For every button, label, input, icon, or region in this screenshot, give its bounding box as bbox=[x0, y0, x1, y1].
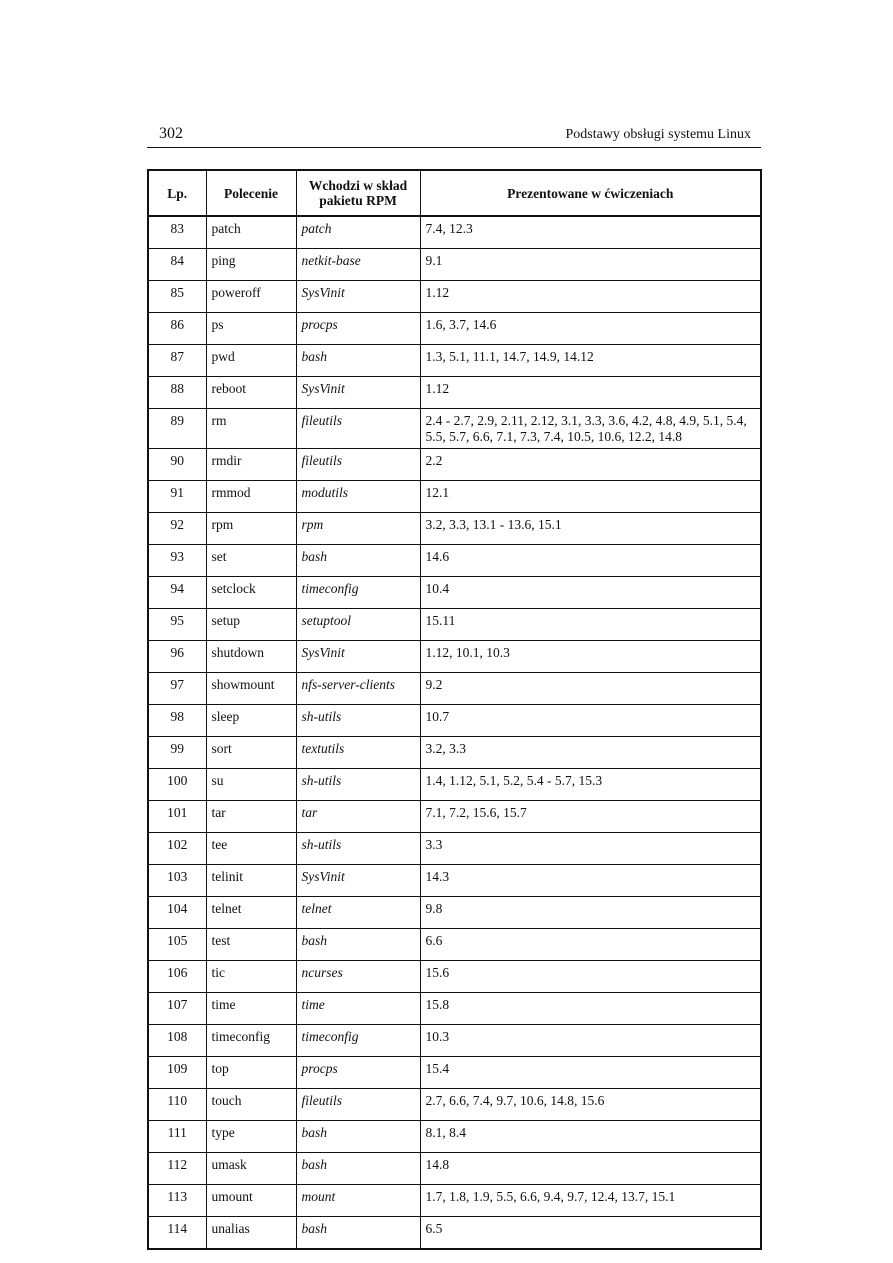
cell-exercises: 1.12, 10.1, 10.3 bbox=[420, 641, 761, 673]
cell-lp: 89 bbox=[148, 409, 206, 449]
cell-exercises: 10.4 bbox=[420, 577, 761, 609]
running-title: Podstawy obsługi systemu Linux bbox=[565, 127, 751, 142]
page-number: 302 bbox=[159, 125, 183, 142]
cell-lp: 110 bbox=[148, 1089, 206, 1121]
cell-lp: 109 bbox=[148, 1057, 206, 1089]
cell-package: ncurses bbox=[296, 961, 420, 993]
cell-package: timeconfig bbox=[296, 1025, 420, 1057]
cell-command: su bbox=[206, 769, 296, 801]
table-row bbox=[148, 409, 761, 449]
cell-package: tar bbox=[296, 801, 420, 833]
cell-lp: 85 bbox=[148, 281, 206, 313]
cell-lp: 83 bbox=[148, 216, 206, 249]
cell-exercises: 6.6 bbox=[420, 929, 761, 961]
table-row bbox=[148, 377, 761, 409]
table-row bbox=[148, 1089, 761, 1121]
cell-lp: 98 bbox=[148, 705, 206, 737]
table-row bbox=[148, 481, 761, 513]
cell-package: sh-utils bbox=[296, 769, 420, 801]
cell-lp: 96 bbox=[148, 641, 206, 673]
cell-command: test bbox=[206, 929, 296, 961]
cell-command: ping bbox=[206, 249, 296, 281]
cell-exercises: 15.4 bbox=[420, 1057, 761, 1089]
cell-lp: 105 bbox=[148, 929, 206, 961]
table-body bbox=[148, 216, 761, 1249]
cell-command: umount bbox=[206, 1185, 296, 1217]
cell-command: rpm bbox=[206, 513, 296, 545]
table-row bbox=[148, 673, 761, 705]
cell-command: pwd bbox=[206, 345, 296, 377]
cell-command: rm bbox=[206, 409, 296, 449]
cell-command: umask bbox=[206, 1153, 296, 1185]
cell-command: tar bbox=[206, 801, 296, 833]
table-row bbox=[148, 313, 761, 345]
cell-package: bash bbox=[296, 1153, 420, 1185]
cell-command: telnet bbox=[206, 897, 296, 929]
cell-package: mount bbox=[296, 1185, 420, 1217]
cell-lp: 86 bbox=[148, 313, 206, 345]
cell-exercises: 12.1 bbox=[420, 481, 761, 513]
cell-command: type bbox=[206, 1121, 296, 1153]
cell-command: tee bbox=[206, 833, 296, 865]
table-row bbox=[148, 513, 761, 545]
cell-command: showmount bbox=[206, 673, 296, 705]
cell-exercises: 1.12 bbox=[420, 377, 761, 409]
table-row bbox=[148, 961, 761, 993]
cell-command: rmmod bbox=[206, 481, 296, 513]
cell-command: rmdir bbox=[206, 449, 296, 481]
table-row bbox=[148, 865, 761, 897]
cell-command: time bbox=[206, 993, 296, 1025]
cell-lp: 108 bbox=[148, 1025, 206, 1057]
table-row bbox=[148, 1185, 761, 1217]
column-header-exercises: Prezentowane w ćwiczeniach bbox=[420, 170, 761, 216]
table-row bbox=[148, 1217, 761, 1250]
column-header-package: Wchodzi w skład pakietu RPM bbox=[296, 170, 420, 216]
table-row bbox=[148, 1153, 761, 1185]
cell-exercises: 10.3 bbox=[420, 1025, 761, 1057]
cell-exercises: 2.7, 6.6, 7.4, 9.7, 10.6, 14.8, 15.6 bbox=[420, 1089, 761, 1121]
cell-command: shutdown bbox=[206, 641, 296, 673]
table-row bbox=[148, 833, 761, 865]
cell-package: SysVinit bbox=[296, 865, 420, 897]
cell-package: SysVinit bbox=[296, 377, 420, 409]
cell-command: unalias bbox=[206, 1217, 296, 1250]
cell-lp: 112 bbox=[148, 1153, 206, 1185]
cell-lp: 95 bbox=[148, 609, 206, 641]
cell-lp: 113 bbox=[148, 1185, 206, 1217]
cell-lp: 107 bbox=[148, 993, 206, 1025]
cell-exercises: 15.8 bbox=[420, 993, 761, 1025]
table-row bbox=[148, 1057, 761, 1089]
cell-package: bash bbox=[296, 345, 420, 377]
cell-exercises: 15.11 bbox=[420, 609, 761, 641]
cell-exercises: 3.2, 3.3, 13.1 - 13.6, 15.1 bbox=[420, 513, 761, 545]
cell-package: SysVinit bbox=[296, 281, 420, 313]
cell-exercises: 7.4, 12.3 bbox=[420, 216, 761, 249]
cell-lp: 106 bbox=[148, 961, 206, 993]
header-rule bbox=[147, 147, 761, 148]
cell-package: fileutils bbox=[296, 1089, 420, 1121]
cell-exercises: 14.8 bbox=[420, 1153, 761, 1185]
cell-lp: 92 bbox=[148, 513, 206, 545]
cell-package: rpm bbox=[296, 513, 420, 545]
cell-package: patch bbox=[296, 216, 420, 249]
cell-command: top bbox=[206, 1057, 296, 1089]
cell-package: nfs-server-clients bbox=[296, 673, 420, 705]
cell-exercises: 9.2 bbox=[420, 673, 761, 705]
table-row bbox=[148, 1025, 761, 1057]
cell-package: fileutils bbox=[296, 449, 420, 481]
table-row bbox=[148, 249, 761, 281]
cell-package: procps bbox=[296, 313, 420, 345]
cell-lp: 88 bbox=[148, 377, 206, 409]
cell-exercises: 1.6, 3.7, 14.6 bbox=[420, 313, 761, 345]
cell-lp: 97 bbox=[148, 673, 206, 705]
table-row bbox=[148, 577, 761, 609]
cell-package: bash bbox=[296, 1121, 420, 1153]
table-header-row bbox=[148, 170, 761, 216]
cell-package: sh-utils bbox=[296, 705, 420, 737]
cell-package: time bbox=[296, 993, 420, 1025]
cell-package: fileutils bbox=[296, 409, 420, 449]
cell-lp: 84 bbox=[148, 249, 206, 281]
cell-exercises: 1.3, 5.1, 11.1, 14.7, 14.9, 14.12 bbox=[420, 345, 761, 377]
cell-command: setclock bbox=[206, 577, 296, 609]
cell-lp: 100 bbox=[148, 769, 206, 801]
cell-package: timeconfig bbox=[296, 577, 420, 609]
table-row bbox=[148, 1121, 761, 1153]
cell-exercises: 2.2 bbox=[420, 449, 761, 481]
table-row bbox=[148, 641, 761, 673]
cell-exercises: 10.7 bbox=[420, 705, 761, 737]
cell-lp: 94 bbox=[148, 577, 206, 609]
page-header bbox=[147, 125, 761, 147]
cell-lp: 99 bbox=[148, 737, 206, 769]
cell-command: tic bbox=[206, 961, 296, 993]
table-row bbox=[148, 993, 761, 1025]
cell-package: SysVinit bbox=[296, 641, 420, 673]
cell-lp: 101 bbox=[148, 801, 206, 833]
cell-exercises: 14.3 bbox=[420, 865, 761, 897]
cell-lp: 93 bbox=[148, 545, 206, 577]
cell-command: telinit bbox=[206, 865, 296, 897]
cell-command: sleep bbox=[206, 705, 296, 737]
cell-package: textutils bbox=[296, 737, 420, 769]
cell-command: timeconfig bbox=[206, 1025, 296, 1057]
cell-exercises: 6.5 bbox=[420, 1217, 761, 1250]
cell-command: poweroff bbox=[206, 281, 296, 313]
cell-lp: 104 bbox=[148, 897, 206, 929]
commands-table bbox=[147, 169, 762, 1250]
cell-lp: 111 bbox=[148, 1121, 206, 1153]
cell-command: touch bbox=[206, 1089, 296, 1121]
table-row bbox=[148, 345, 761, 377]
table-row bbox=[148, 897, 761, 929]
column-header-lp: Lp. bbox=[148, 170, 206, 216]
table-row bbox=[148, 737, 761, 769]
column-header-command: Polecenie bbox=[206, 170, 296, 216]
cell-package: bash bbox=[296, 929, 420, 961]
cell-command: patch bbox=[206, 216, 296, 249]
cell-package: sh-utils bbox=[296, 833, 420, 865]
table-row bbox=[148, 281, 761, 313]
cell-exercises: 9.8 bbox=[420, 897, 761, 929]
cell-exercises: 7.1, 7.2, 15.6, 15.7 bbox=[420, 801, 761, 833]
cell-package: bash bbox=[296, 1217, 420, 1250]
cell-package: modutils bbox=[296, 481, 420, 513]
cell-exercises: 3.2, 3.3 bbox=[420, 737, 761, 769]
cell-exercises: 2.4 - 2.7, 2.9, 2.11, 2.12, 3.1, 3.3, 3.6, 4.2, 4.8, 4.9, 5.1, 5.4, 5.5, 5.7, 6.6, 7.1, 7.3, 7.4, 10.5, 10.6, 12.2, 14.8 bbox=[420, 409, 761, 449]
table-row bbox=[148, 769, 761, 801]
cell-exercises: 1.4, 1.12, 5.1, 5.2, 5.4 - 5.7, 15.3 bbox=[420, 769, 761, 801]
cell-lp: 114 bbox=[148, 1217, 206, 1250]
cell-exercises: 1.7, 1.8, 1.9, 5.5, 6.6, 9.4, 9.7, 12.4, 13.7, 15.1 bbox=[420, 1185, 761, 1217]
cell-exercises: 15.6 bbox=[420, 961, 761, 993]
cell-lp: 103 bbox=[148, 865, 206, 897]
cell-lp: 90 bbox=[148, 449, 206, 481]
table-row bbox=[148, 545, 761, 577]
table-row bbox=[148, 929, 761, 961]
cell-exercises: 8.1, 8.4 bbox=[420, 1121, 761, 1153]
cell-command: set bbox=[206, 545, 296, 577]
table-row bbox=[148, 705, 761, 737]
cell-package: setuptool bbox=[296, 609, 420, 641]
cell-exercises: 9.1 bbox=[420, 249, 761, 281]
cell-package: netkit-base bbox=[296, 249, 420, 281]
cell-exercises: 14.6 bbox=[420, 545, 761, 577]
table-row bbox=[148, 216, 761, 249]
table-row bbox=[148, 449, 761, 481]
cell-command: reboot bbox=[206, 377, 296, 409]
cell-command: setup bbox=[206, 609, 296, 641]
cell-lp: 102 bbox=[148, 833, 206, 865]
table-row bbox=[148, 801, 761, 833]
cell-lp: 87 bbox=[148, 345, 206, 377]
cell-command: ps bbox=[206, 313, 296, 345]
cell-exercises: 1.12 bbox=[420, 281, 761, 313]
table-row bbox=[148, 609, 761, 641]
cell-package: telnet bbox=[296, 897, 420, 929]
cell-package: bash bbox=[296, 545, 420, 577]
cell-exercises: 3.3 bbox=[420, 833, 761, 865]
cell-package: procps bbox=[296, 1057, 420, 1089]
cell-lp: 91 bbox=[148, 481, 206, 513]
cell-command: sort bbox=[206, 737, 296, 769]
